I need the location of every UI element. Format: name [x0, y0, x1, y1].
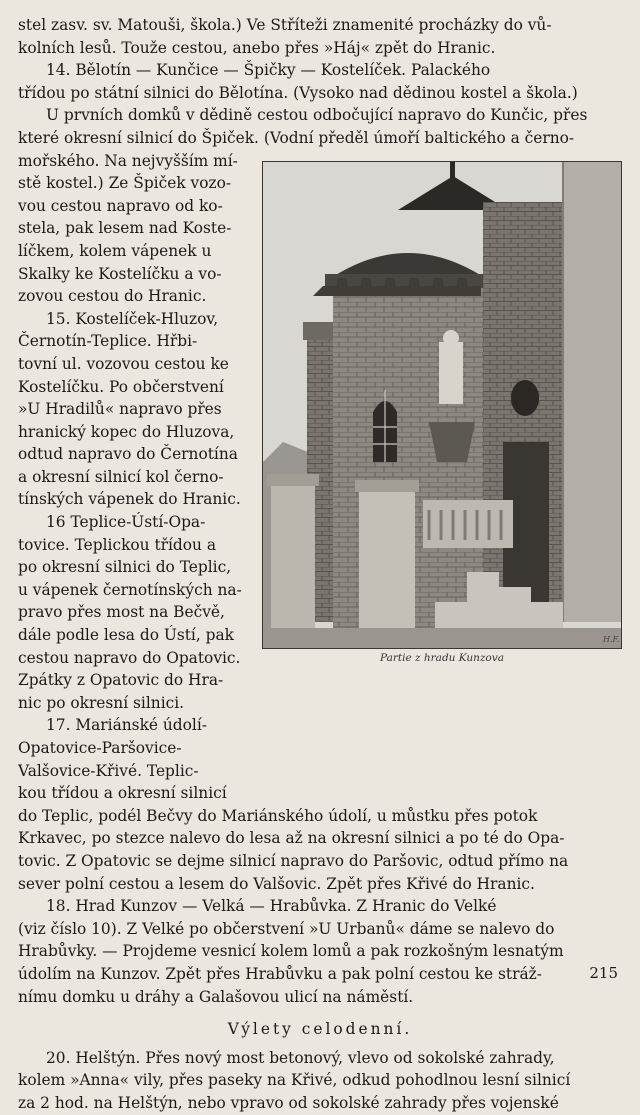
text-line: mořského. Na nejvyšším mí-: [18, 151, 238, 170]
text-line: 18. Hrad Kunzov — Velká — Hrabůvka. Z Hranic do Velké: [46, 897, 497, 916]
text-line: Kostelíčku. Po občerstvení: [18, 377, 224, 396]
castle-photo: [262, 161, 622, 649]
text-line: po okresní silnici do Teplic,: [18, 558, 232, 577]
page-number: 215: [589, 964, 618, 982]
text-line: stela, pak lesem nad Koste-: [18, 219, 232, 238]
figure: [262, 145, 622, 673]
text-line: údolím na Kunzov. Zpět přes Hrabůvku a pak polní cestou ke stráž-: [18, 964, 542, 983]
text-line: zovou cestou do Hranic.: [18, 287, 207, 306]
text-line: Skalky ke Kostelíčku a vo-: [18, 264, 222, 283]
text-line: nic po okresní silnici.: [18, 693, 185, 712]
text-line: kou třídou a okresní silnicí: [18, 784, 227, 803]
text-line: (viz číslo 10). Z Velké po občerstvení »U Urbanů« dáme se nalevo do: [18, 919, 555, 938]
text-line: stě kostel.) Ze Špiček vozo-: [18, 174, 232, 193]
text-line: které okresní silnicí do Špiček. (Vodní předěl úmoří baltického a černo-: [18, 128, 575, 147]
text-line: tovic. Z Opatovic se dejme silnicí napravo do Paršovic, odtud přímo na: [18, 851, 569, 870]
text-line: nímu domku u dráhy a Galašovou ulicí na náměstí.: [18, 987, 414, 1006]
text-line: stel zasv. sv. Matouši, škola.) Ve Stříteži znamenité procházky do vů-: [18, 16, 552, 34]
text-line: třídou po státní silnici do Bělotína. (Vysoko nad dědinou kostel a škola.): [18, 83, 578, 102]
text-line: Valšovice-Křivé. Teplic-: [18, 761, 199, 780]
text-line: u vápenek černotínských na-: [18, 580, 242, 599]
text-line: sever polní cestou a lesem do Valšovic. Zpět přes Křivé do Hranic.: [18, 874, 535, 893]
artist-signature: H.F.: [603, 635, 620, 644]
text-line: Černotín-Teplice. Hřbi-: [18, 332, 198, 351]
text-block-bottom: [18, 805, 622, 1008]
text-block-top: [18, 14, 622, 150]
text-line: odtud napravo do Černotína: [18, 445, 238, 464]
text-line: do Teplic, podél Bečvy do Mariánského údolí, u můstku přes potok: [18, 806, 538, 825]
text-line: pravo přes most na Bečvě,: [18, 603, 225, 622]
text-line: U prvních domků v dědině cestou odbočující napravo do Kunčic, přes: [46, 106, 588, 125]
text-line: 16 Teplice-Ústí-Opa-: [46, 513, 206, 532]
text-line: líčkem, kolem vápenek u: [18, 241, 212, 260]
text-line: tovní ul. vozovou cestou ke: [18, 354, 229, 373]
text-line: a okresní silnicí kol černo-: [18, 467, 224, 486]
text-line: Hrabůvky. — Projdeme vesnicí kolem lomů a pak rozkošným lesnatým: [18, 942, 564, 961]
text-line: 17. Mariánské údolí-: [46, 716, 207, 735]
figure-caption: Partie z hradu Kunzova: [380, 652, 504, 664]
text-line: dále podle lesa do Ústí, pak: [18, 626, 234, 645]
section-heading: Výlety celodenní.: [227, 1020, 413, 1039]
text-line: hranický kopec do Hluzova,: [18, 422, 235, 441]
text-line: 20. Helštýn. Přes nový most betonový, vlevo od sokolské zahrady,: [46, 1048, 555, 1067]
text-line: »U Hradilů« napravo přes: [18, 400, 222, 419]
text-line: 14. Bělotín — Kunčice — Špičky — Kostelíček. Palackého: [46, 61, 491, 80]
text-line: 15. Kostelíček-Hluzov,: [46, 309, 219, 328]
text-line: vou cestou napravo od ko-: [18, 196, 223, 215]
text-line: cestou napravo do Opatovic.: [18, 648, 241, 667]
text-line: za 2 hod. na Helštýn, nebo vpravo od sokolské zahrady přes vojenské: [18, 1093, 559, 1112]
text-line: kolních lesů. Touže cestou, anebo přes »Háj« zpět do Hranic.: [18, 38, 496, 57]
text-line: Krkavec, po stezce nalevo do lesa až na okresní silnici a po té do Opa-: [18, 829, 565, 848]
text-block-final: [18, 1047, 622, 1115]
text-line: Opatovice-Paršovice-: [18, 739, 182, 757]
text-line: Zpátky z Opatovic do Hra-: [18, 671, 224, 690]
text-line: tínských vápenek do Hranic.: [18, 490, 241, 509]
text-line: tovice. Teplickou třídou a: [18, 535, 217, 554]
text-line: kolem »Anna« vily, přes paseky na Křivé, odkud pohodlnou lesní silnicí: [18, 1071, 571, 1090]
castle-illustration: [263, 162, 621, 648]
